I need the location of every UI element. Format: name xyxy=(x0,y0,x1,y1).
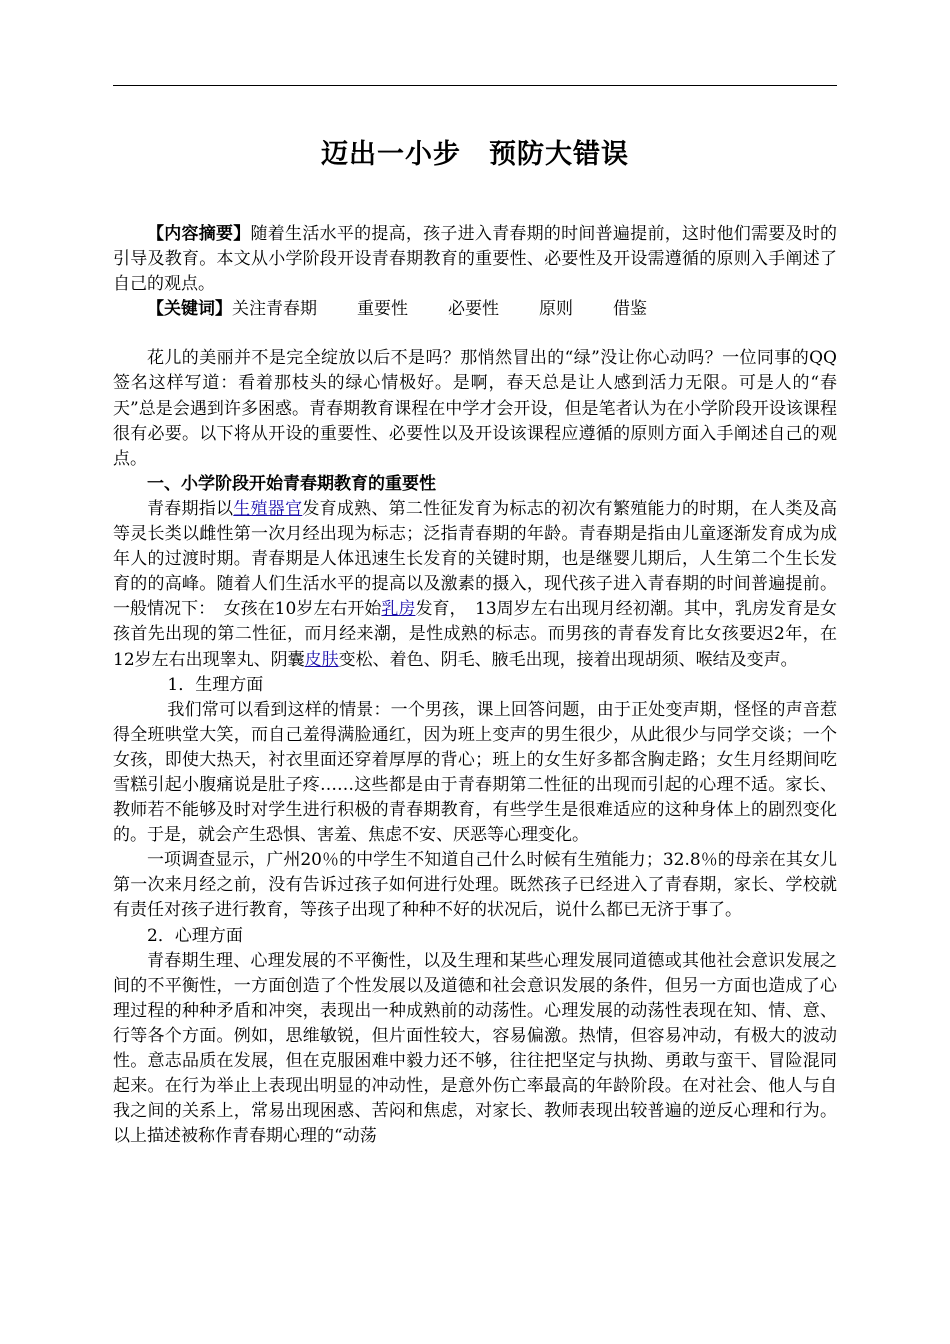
keyword-item: 必要性 xyxy=(448,299,499,320)
link-skin[interactable]: 皮肤 xyxy=(304,649,339,670)
document-title: 迈出一小步 预防大错误 xyxy=(321,139,629,170)
abstract-text: 随着生活水平的提高，孩子进入青春期的时间普遍提前，这时他们需要及时的引导及教育。本文从小学阶段开设青春期教育的重要性、必要性及开设需遵循的原则入手阐述了自己的观点。 xyxy=(113,224,838,295)
subsection-1-heading: 1．生理方面 xyxy=(167,674,264,695)
subsection-2-heading: 2．心理方面 xyxy=(147,925,243,946)
abstract-paragraph xyxy=(113,222,837,297)
abstract-label: 【内容摘要】 xyxy=(147,224,251,244)
section-1-heading: 一、小学阶段开始青春期教育的重要性 xyxy=(147,473,436,494)
subsection-1-paragraph-1: 我们常可以看到这样的情景：一个男孩，课上回答问题，由于正处变声期，怪怪的声音惹得全班哄堂大笑，而自己羞得满脸通红，因为班上变声的男生很少，从此很少与同学交谈；一个女孩，即使大热天，衬衣里面还穿着厚厚的背心；班上的女生好多都含胸走路；女生月经期间吃雪糕引起小腹痛说是肚子疼……这些都是由于青春期第二性征的出现而引起的心理不适。家长、教师若不能够及时对学生进行积极的青春期教育，有些学生是很难适应的这种身体上的剧烈变化的。于是，就会产生恐惧、害羞、焦虑不安、厌恶等心理变化。 xyxy=(113,699,837,846)
keyword-item: 重要性 xyxy=(357,299,408,320)
subsection-1-paragraph-2: 一项调查显示，广州20％的中学生不知道自己什么时候有生殖能力；32.8％的母亲在其女儿第一次来月经之前，没有告诉过孩子如何进行处理。既然孩子已经进入了青春期，家长、学校就有责任对孩子进行教育，等孩子出现了种种不好的状况后，说什么都已无济于事了。 xyxy=(113,850,837,921)
text-run: 发育， 13周岁左右出现月经初潮。其中，乳房发育是女孩首先出现的第二性征，而月经来潮，是性成熟的标志。而男孩的青春发育比女孩要迟2年，在12岁左右出现睾丸、阴囊 xyxy=(113,599,837,670)
text-run: 青春期指以 xyxy=(147,498,234,519)
keywords-line xyxy=(113,297,837,322)
section-1-paragraph xyxy=(113,497,837,673)
subsection-2-paragraph-1: 青春期生理、心理发展的不平衡性，以及生理和某些心理发展同道德或其他社会意识发展之间的不平衡性，一方面创造了个性发展以及道德和社会意识发展的条件，但另一方面也造成了心理过程的种种矛盾和冲突，表现出一种成熟前的动荡性。心理发展的动荡性表现在知、情、意、行等各个方面。例如，思维敏锐，但片面性较大，容易偏激。热情，但容易冲动，有极大的波动性。意志品质在发展，但在克服困难中毅力还不够，往往把坚定与执拗、勇敢与蛮干、冒险混同起来。在行为举止上表现出明显的冲动性，是意外伤亡率最高的年龄阶段。在对社会、他人与自我之间的关系上，常易出现困惑、苦闷和焦虑，对家长、教师表现出较普遍的逆反心理和行为。以上描述被称作青春期心理的“动荡 xyxy=(113,950,837,1147)
link-breast[interactable]: 乳房 xyxy=(381,599,416,620)
text-run: 变松、着色、阴毛、腋毛出现，接着出现胡须、喉结及变声。 xyxy=(338,649,798,670)
keywords-label: 【关键词】 xyxy=(147,299,232,320)
keyword-item: 原则 xyxy=(539,299,573,320)
text-run: 发育成熟、第二性征发育为标志的初次有繁殖能力的时期，在人类及高等灵长类以雌性第一次月经出现为标志；泛指青春期的年龄。青春期是指由儿童逐渐发育成为成年人的过渡时期。青春期是人体迅速生长发育的关键时期，也是继婴儿期后，人生第二个生长发育的的高峰。随着人们生活水平的提高以及激素的摄入，现代孩子进入青春期的时间普遍提前。一般情况下： 女孩在10岁左右开始 xyxy=(113,498,838,620)
intro-paragraph: 花儿的美丽并不是完全绽放以后不是吗？那悄然冒出的“绿”没让你心动吗？一位同事的QQ签名这样写道：看着那枝头的绿心情极好。是啊，春天总是让人感到活力无限。可是人的“春天”总是会遇到许多困惑。青春期教育课程在中学才会开设，但是笔者认为在小学阶段开设该课程很有必要。以下将从开设的重要性、必要性以及开设该课程应遵循的原则方面入手阐述自己的观点。 xyxy=(113,348,837,469)
header-rule xyxy=(113,85,837,86)
keyword-item: 关注青春期 xyxy=(232,299,317,320)
keyword-item: 借鉴 xyxy=(613,299,647,320)
link-reproductive-organs[interactable]: 生殖器官 xyxy=(233,498,303,519)
document-body xyxy=(113,222,837,1149)
